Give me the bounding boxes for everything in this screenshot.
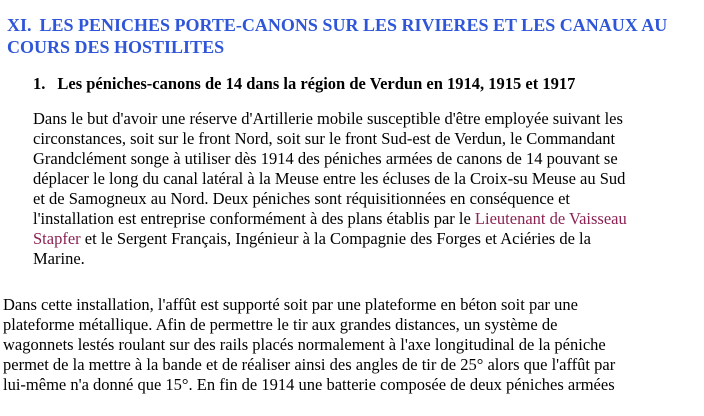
section-title-line2: COURS DES HOSTILITES — [7, 37, 225, 57]
paragraph-line — [33, 209, 701, 229]
paragraph-intro — [33, 109, 701, 269]
lieutenant-link-part1[interactable]: Lieutenant de Vaisseau — [474, 209, 627, 228]
paragraph-line: Grandclément songe à utiliser dès 1914 des péniches armées de canons de 14 pouvant se — [33, 149, 618, 168]
paragraph-line: wagonnets lestés roulant sur des rails placés normalement à l'axe longitudinal de la péniche — [3, 335, 606, 354]
section-number: XI. — [7, 15, 32, 35]
paragraph-installation — [3, 295, 701, 395]
paragraph-line: déplacer le long du canal latéral à la Meuse entre les écluses de la Croix-su Meuse au Sud — [33, 169, 626, 188]
paragraph-line: lui-même n'a donné que 15°. En fin de 1914 une batterie composée de deux péniches armées — [3, 375, 615, 394]
section-first-line — [7, 14, 697, 36]
lieutenant-link-part2[interactable]: Stapfer — [33, 229, 81, 248]
section-heading — [7, 14, 697, 58]
paragraph-line: Dans le but d'avoir une réserve d'Artillerie mobile susceptible d'être employée suivant les — [33, 109, 623, 128]
paragraph-line — [33, 229, 701, 249]
paragraph-line: Dans cette installation, l'affût est supporté soit par une plateforme en béton soit par une — [3, 295, 578, 314]
paragraph-text: et le Sergent Français, Ingénieur à la Compagnie des Forges et Aciéries de la — [80, 229, 591, 248]
paragraph-line: et de Samogneux au Nord. Deux péniches sont réquisitionnées en conséquence et — [33, 189, 571, 208]
subsection-title: Les péniches-canons de 14 dans la région de Verdun en 1914, 1915 et 1917 — [57, 74, 576, 93]
paragraph-line: circonstances, soit sur le front Nord, soit sur le front Sud-est de Verdun, le Commandant — [33, 129, 616, 148]
subsection-number: 1. — [33, 74, 46, 93]
paragraph-line: Marine. — [33, 249, 85, 268]
section-title-line1: LES PENICHES PORTE-CANONS SUR LES RIVIERES ET LES CANAUX AU — [39, 15, 668, 35]
paragraph-line: permet de la mettre à la bande et de réaliser ainsi des angles de tir de 25° alors que l'affût par — [3, 355, 616, 374]
subsection-heading — [33, 74, 693, 94]
paragraph-line: plateforme métallique. Afin de permettre le tir aux grandes distances, un système de — [3, 315, 558, 334]
paragraph-text: l'installation est entreprise conformément à des plans établis par le — [33, 209, 475, 228]
